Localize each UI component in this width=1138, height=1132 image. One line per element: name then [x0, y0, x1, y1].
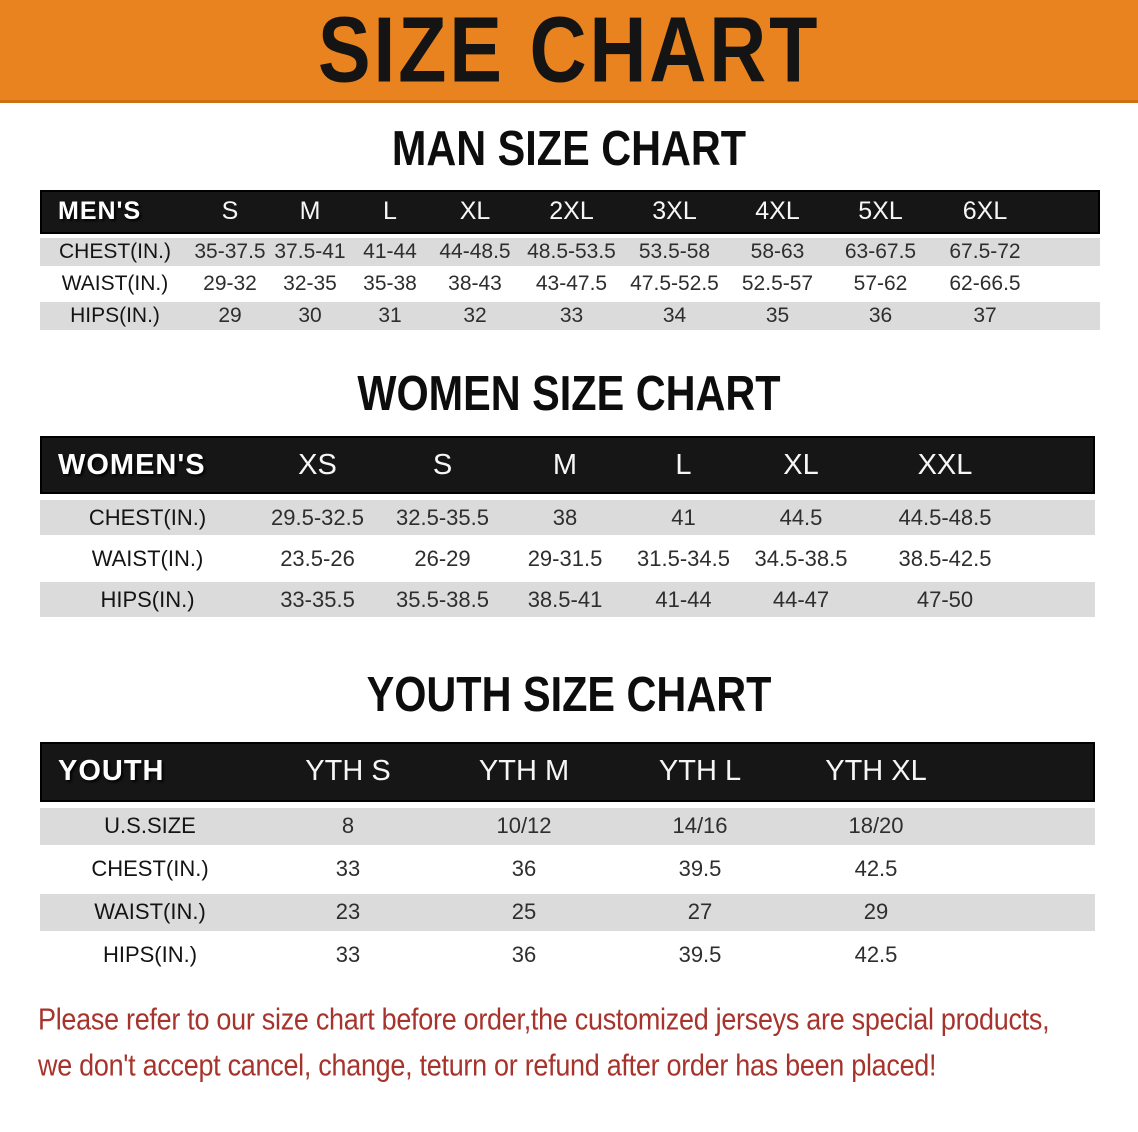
men-corner-label: MEN'S — [40, 190, 190, 234]
size-cell: 23.5-26 — [280, 545, 355, 571]
size-cell: 39.5 — [678, 856, 722, 882]
size-cell: 27 — [612, 894, 788, 931]
men-size-table — [40, 186, 1100, 334]
row-label: CHEST(IN.) — [40, 500, 255, 535]
row-label: CHEST(IN.) — [40, 238, 190, 266]
size-cell: 39.5 — [678, 942, 722, 968]
size-cell: 26-29 — [414, 545, 471, 571]
filler-cell — [1030, 436, 1095, 494]
column-header: YTH XL — [788, 742, 964, 802]
size-cell: 32.5-35.5 — [380, 500, 505, 535]
filler-cell — [964, 742, 1095, 802]
table-row — [40, 808, 1095, 845]
size-cell: 36 — [511, 856, 537, 882]
size-cell: 34 — [623, 302, 726, 330]
table-header-row — [40, 436, 1095, 494]
column-header: 5XL — [829, 190, 932, 234]
size-cell: 29-32 — [203, 271, 257, 295]
column-header: M — [505, 436, 625, 494]
size-cell: 35.5-38.5 — [380, 582, 505, 617]
size-cell: 41 — [625, 500, 742, 535]
size-cell: 23 — [260, 894, 436, 931]
row-label: WAIST(IN.) — [91, 545, 204, 571]
column-header: YTH S — [260, 742, 436, 802]
column-header: 4XL — [726, 190, 829, 234]
column-header: S — [380, 436, 505, 494]
size-cell: 41-44 — [625, 582, 742, 617]
filler-cell — [964, 937, 1095, 974]
column-header: S — [190, 190, 270, 234]
filler-cell — [1030, 541, 1095, 576]
column-header: XL — [430, 190, 520, 234]
filler-cell — [1038, 302, 1100, 330]
women-corner-label: WOMEN'S — [40, 436, 255, 494]
size-cell: 38 — [505, 500, 625, 535]
size-cell: 44-48.5 — [430, 238, 520, 266]
row-label: CHEST(IN.) — [91, 856, 209, 882]
banner — [0, 0, 1138, 103]
size-cell: 58-63 — [726, 238, 829, 266]
column-header: YTH L — [612, 742, 788, 802]
column-header: 2XL — [520, 190, 623, 234]
size-cell: 29.5-32.5 — [255, 500, 380, 535]
table-row — [40, 500, 1095, 535]
column-header: XL — [742, 436, 860, 494]
size-cell: 31.5-34.5 — [637, 545, 730, 571]
disclaimer-note — [38, 1004, 1138, 1084]
size-cell: 34.5-38.5 — [754, 545, 848, 571]
disclaimer-line-2: we don't accept cancel, change, teturn or refund after order has been placed! — [38, 1049, 937, 1083]
size-cell: 67.5-72 — [932, 238, 1038, 266]
women-section-title: WOMEN SIZE CHART — [357, 365, 781, 421]
row-label: HIPS(IN.) — [102, 942, 198, 968]
filler-cell — [1030, 582, 1095, 617]
filler-cell — [964, 894, 1095, 931]
size-cell: 8 — [260, 808, 436, 845]
size-cell: 29-31.5 — [527, 545, 603, 571]
row-label: U.S.SIZE — [40, 808, 260, 845]
men-section — [0, 120, 1138, 334]
size-cell: 33 — [335, 942, 361, 968]
table-row — [40, 238, 1100, 266]
size-cell: 63-67.5 — [829, 238, 932, 266]
size-cell: 38-43 — [448, 271, 502, 295]
row-label: HIPS(IN.) — [40, 302, 190, 330]
size-cell: 33-35.5 — [255, 582, 380, 617]
size-cell: 35-37.5 — [190, 238, 270, 266]
size-cell: 44-47 — [742, 582, 860, 617]
column-header: XXL — [860, 436, 1030, 494]
size-cell: 57-62 — [853, 271, 908, 295]
size-cell: 35 — [726, 302, 829, 330]
size-cell: 48.5-53.5 — [520, 238, 623, 266]
size-cell: 25 — [436, 894, 612, 931]
size-cell: 29 — [788, 894, 964, 931]
size-cell: 53.5-58 — [623, 238, 726, 266]
size-cell: 14/16 — [612, 808, 788, 845]
column-header: YTH M — [436, 742, 612, 802]
filler-cell — [1038, 190, 1100, 234]
size-cell: 32-35 — [283, 271, 337, 295]
table-row — [40, 302, 1100, 330]
size-cell: 42.5 — [854, 856, 898, 882]
table-row — [40, 270, 1100, 298]
size-cell: 44.5-48.5 — [860, 500, 1030, 535]
size-cell: 42.5 — [854, 942, 898, 968]
size-cell: 38.5-41 — [505, 582, 625, 617]
size-cell: 18/20 — [788, 808, 964, 845]
column-header: M — [270, 190, 350, 234]
youth-section-title: YOUTH SIZE CHART — [366, 666, 772, 722]
table-row — [40, 541, 1095, 576]
page-title: SIZE CHART — [317, 0, 821, 102]
filler-cell — [1038, 270, 1100, 298]
size-cell: 47.5-52.5 — [630, 271, 719, 295]
size-cell: 62-66.5 — [949, 271, 1021, 295]
youth-section — [0, 666, 1138, 980]
row-label: HIPS(IN.) — [40, 582, 255, 617]
size-cell: 37 — [932, 302, 1038, 330]
size-cell: 33 — [520, 302, 623, 330]
size-cell: 33 — [335, 856, 361, 882]
filler-cell — [964, 851, 1095, 888]
column-header: L — [350, 190, 430, 234]
size-cell: 37.5-41 — [270, 238, 350, 266]
table-row — [40, 851, 1095, 888]
filler-cell — [1038, 238, 1100, 266]
youth-size-table — [40, 736, 1095, 980]
youth-corner-label: YOUTH — [40, 742, 260, 802]
size-cell: 38.5-42.5 — [898, 545, 992, 571]
table-row — [40, 937, 1095, 974]
size-cell: 41-44 — [350, 238, 430, 266]
table-header-row — [40, 742, 1095, 802]
size-cell: 44.5 — [742, 500, 860, 535]
column-header: 6XL — [932, 190, 1038, 234]
row-label: WAIST(IN.) — [40, 894, 260, 931]
size-cell: 10/12 — [436, 808, 612, 845]
size-cell: 31 — [350, 302, 430, 330]
size-cell: 36 — [829, 302, 932, 330]
row-label: WAIST(IN.) — [61, 271, 169, 295]
size-cell: 47-50 — [860, 582, 1030, 617]
size-cell: 29 — [190, 302, 270, 330]
table-header-row — [40, 190, 1100, 234]
column-header: XS — [255, 436, 380, 494]
filler-cell — [964, 808, 1095, 845]
table-row — [40, 894, 1095, 931]
size-cell: 36 — [511, 942, 537, 968]
column-header: 3XL — [623, 190, 726, 234]
men-section-title: MAN SIZE CHART — [391, 120, 747, 176]
disclaimer-line-1: Please refer to our size chart before order,the customized jerseys are special products, — [38, 1002, 1050, 1037]
table-row — [40, 582, 1095, 617]
column-header: L — [625, 436, 742, 494]
filler-cell — [1030, 500, 1095, 535]
size-cell: 30 — [270, 302, 350, 330]
women-section — [0, 365, 1138, 624]
women-size-table — [40, 430, 1095, 623]
size-cell: 52.5-57 — [741, 271, 814, 295]
size-cell: 43-47.5 — [535, 271, 608, 295]
size-cell: 32 — [430, 302, 520, 330]
size-cell: 35-38 — [363, 271, 417, 295]
